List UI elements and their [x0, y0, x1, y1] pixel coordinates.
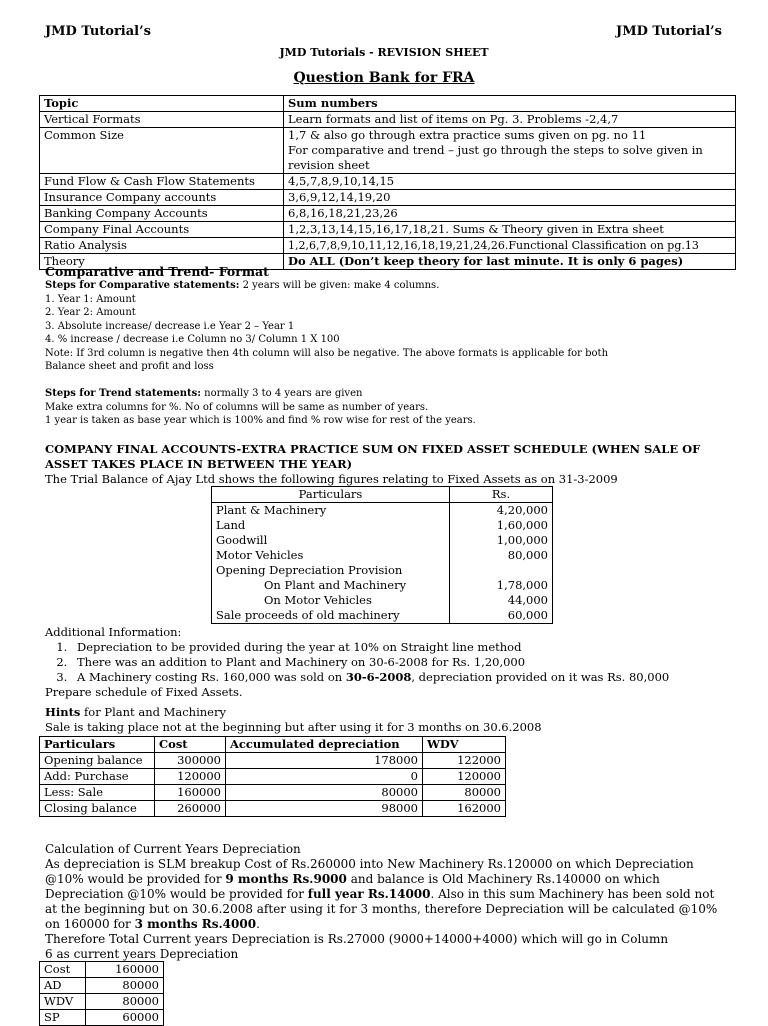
info-item [71, 640, 745, 655]
summary-label: Cost [40, 962, 86, 978]
extra-heading-line: ASSET TAKES PLACE IN BETWEEN THE YEAR) [45, 457, 353, 471]
calc-bold: 9 months Rs.9000 [225, 872, 347, 886]
calc-line [45, 872, 745, 887]
hints-header-cell: Cost [155, 737, 226, 753]
tb-rs-header: Rs. [450, 487, 553, 503]
topic-cell: Vertical Formats [40, 112, 284, 128]
hints-header-row [40, 737, 506, 753]
tb-item: Goodwill [216, 533, 268, 547]
step-item: 2. Year 2: Amount [45, 307, 136, 318]
sum-header: Sum numbers [284, 96, 736, 112]
comparative-steps [45, 279, 735, 428]
steps-label: Steps for Comparative statements: [45, 280, 240, 291]
hints-cell: 0 [226, 769, 423, 785]
table-row [40, 753, 506, 769]
tb-header-row [212, 487, 553, 503]
hints-line [45, 705, 226, 720]
table-row [40, 190, 736, 206]
tb-item: On Motor Vehicles [264, 593, 372, 607]
topic-cell: Theory [40, 254, 284, 270]
page-title: Question Bank for FRA [293, 70, 475, 86]
note-line: Note: If 3rd column is negative then 4th column will also be negative. The above formats is applicable for both [45, 347, 609, 359]
tb-body [212, 503, 553, 624]
additional-label: Additional Information: [45, 625, 182, 639]
table-row [40, 801, 506, 817]
trend-text: normally 3 to 4 years are given [200, 388, 363, 399]
calc-line [45, 887, 745, 902]
tb-value: 80,000 [507, 548, 548, 562]
hints-cell: 260000 [155, 801, 226, 817]
topic-cell: Ratio Analysis [40, 238, 284, 254]
calc-text: . [256, 917, 260, 931]
sum-line: 1,7 & also go through extra practice sums given on pg. no 11 [288, 128, 647, 142]
info-text: , depreciation provided on it was Rs. 80,000 [411, 670, 670, 684]
sum-cell: 6,8,16,18,21,23,26 [284, 206, 736, 222]
topic-cell: Company Final Accounts [40, 222, 284, 238]
hints-text: for Plant and Machinery [80, 705, 226, 719]
step-item: 3. Absolute increase/ decrease i.e Year 2 – Year 1 [45, 320, 295, 332]
info-list [45, 640, 745, 685]
sum-line: For comparative and trend – just go through the steps to solve given in revision sheet [288, 143, 703, 172]
table-row [40, 1010, 164, 1026]
topic-header: Topic [40, 96, 284, 112]
sum-cell: 1,2,6,7,8,9,10,11,12,16,18,19,21,24,26.Functional Classification on pg.13 [284, 238, 736, 254]
hints-header-cell: Accumulated depreciation [226, 737, 423, 753]
prepare-line: Prepare schedule of Fixed Assets. [45, 685, 243, 699]
trial-balance-table [211, 486, 553, 624]
extra-intro: The Trial Balance of Ajay Ltd shows the following figures relating to Fixed Assets as on 31-3-2009 [45, 472, 618, 486]
hints-cell: 300000 [155, 753, 226, 769]
summary-value: 160000 [86, 962, 164, 978]
note-line: Balance sheet and profit and loss [45, 361, 214, 372]
header-right: JMD Tutorial’s [616, 24, 722, 39]
calc-title: Calculation of Current Years Depreciation [45, 842, 301, 856]
table-row [40, 978, 164, 994]
trend-line [45, 387, 735, 401]
summary-label: AD [40, 978, 86, 994]
hints-cell: 162000 [423, 801, 506, 817]
topic-cell: Insurance Company accounts [40, 190, 284, 206]
table-row [40, 238, 736, 254]
sum-cell: Learn formats and list of items on Pg. 3. Problems -2,4,7 [284, 112, 736, 128]
info-item [71, 655, 745, 670]
topic-cell: Common Size [40, 128, 284, 174]
tb-value: 1,78,000 [496, 578, 548, 592]
info-text: There was an addition to Plant and Machinery on 30-6-2008 for Rs. 1,20,000 [77, 655, 526, 669]
summary-value: 60000 [86, 1010, 164, 1026]
trend-line: 1 year is taken as base year which is 100% and find % row wise for rest of the years. [45, 415, 476, 426]
table-row [40, 222, 736, 238]
extra-heading-line: COMPANY FINAL ACCOUNTS-EXTRA PRACTICE SUM ON FIXED ASSET SCHEDULE (WHEN SALE OF [45, 442, 701, 456]
table-row [40, 962, 164, 978]
tb-item: Opening Depreciation Provision [216, 563, 403, 577]
info-item [71, 670, 745, 685]
calc-text: and balance is Old Machinery Rs.140000 on which [346, 872, 660, 886]
topic-cell: Banking Company Accounts [40, 206, 284, 222]
hints-label: Hints [45, 705, 81, 719]
topics-table [39, 95, 736, 270]
table-row [40, 112, 736, 128]
hints-cell: 120000 [423, 769, 506, 785]
calc-line: Therefore Total Current years Depreciation is Rs.27000 (9000+14000+4000) which will go in Column [45, 932, 669, 946]
tb-value: 60,000 [507, 608, 548, 622]
tb-item: Motor Vehicles [216, 548, 304, 562]
hints-cell: Add: Purchase [40, 769, 155, 785]
summary-value: 80000 [86, 978, 164, 994]
topic-cell: Fund Flow & Cash Flow Statements [40, 174, 284, 190]
hints-cell: 178000 [226, 753, 423, 769]
calc-line: 6 as current years Depreciation [45, 947, 239, 961]
comparative-heading: Comparative and Trend- Format [45, 264, 269, 279]
hints-cell: Opening balance [40, 753, 155, 769]
hints-header-cell: WDV [423, 737, 506, 753]
tb-particulars-col [212, 503, 450, 624]
calc-bold: 3 months Rs.4000 [134, 917, 257, 931]
sum-cell: 1,2,3,13,14,15,16,17,18,21. Sums & Theory given in Extra sheet [284, 222, 736, 238]
subtitle: JMD Tutorials - REVISION SHEET [279, 46, 489, 59]
table-row [40, 785, 506, 801]
additional-info [45, 625, 745, 700]
calc-text: . Also in this sum Machinery has been sold not [430, 887, 715, 901]
summary-label: SP [40, 1010, 86, 1026]
hints-cell: 80000 [226, 785, 423, 801]
trend-line: Make extra columns for %. No of columns will be same as number of years. [45, 401, 429, 413]
extra-heading [45, 442, 735, 472]
summary-table [39, 961, 164, 1026]
calc-text: Depreciation @10% would be provided for [45, 887, 308, 901]
trend-label: Steps for Trend statements: [45, 388, 201, 399]
info-date: 30-6-2008 [345, 670, 412, 684]
hints-cell: 120000 [155, 769, 226, 785]
sum-cell: 4,5,7,8,9,10,14,15 [284, 174, 736, 190]
hints-header-cell: Particulars [40, 737, 155, 753]
tb-item: Land [216, 518, 246, 532]
calc-line: at the beginning but on 30.6.2008 after using it for 3 months, therefore Depreciation will be calculated @10% [45, 902, 718, 916]
table-row [40, 128, 736, 174]
tb-value: 1,00,000 [496, 533, 548, 547]
hints-table [39, 736, 506, 817]
tb-value: 4,20,000 [496, 503, 548, 517]
header-left: JMD Tutorial’s [45, 24, 151, 39]
tb-particulars-header: Particulars [212, 487, 450, 503]
hints-cell: 98000 [226, 801, 423, 817]
hints-line2: Sale is taking place not at the beginning but after using it for 3 months on 30.6.2008 [45, 720, 542, 734]
calc-bold: full year Rs.14000 [307, 887, 431, 901]
tb-item: Plant & Machinery [216, 503, 327, 517]
hints-cell: 122000 [423, 753, 506, 769]
summary-label: WDV [40, 994, 86, 1010]
calc-line: As depreciation is SLM breakup Cost of Rs.260000 into New Machinery Rs.120000 on which Depreciation [45, 857, 694, 871]
hints-cell: Less: Sale [40, 785, 155, 801]
table-row [40, 994, 164, 1010]
hints-cell: 160000 [155, 785, 226, 801]
calc-line [45, 917, 745, 932]
calc-text: on 160000 for [45, 917, 135, 931]
sum-cell [284, 128, 736, 174]
table-row [40, 174, 736, 190]
topics-header-row [40, 96, 736, 112]
tb-value: 44,000 [507, 593, 548, 607]
info-text: A Machinery costing Rs. 160,000 was sold on [77, 670, 346, 684]
step-item: 1. Year 1: Amount [45, 293, 136, 305]
steps-text: 2 years will be given: make 4 columns. [239, 280, 440, 291]
calculation-block [45, 842, 745, 962]
table-row [40, 769, 506, 785]
table-row [40, 206, 736, 222]
sum-cell: 3,6,9,12,14,19,20 [284, 190, 736, 206]
steps-line [45, 279, 735, 293]
hints-cell: 80000 [423, 785, 506, 801]
tb-item: Sale proceeds of old machinery [216, 608, 400, 622]
tb-value [454, 563, 548, 578]
tb-values-col [450, 503, 553, 624]
tb-item: On Plant and Machinery [264, 578, 407, 592]
summary-value: 80000 [86, 994, 164, 1010]
info-text: Depreciation to be provided during the year at 10% on Straight line method [77, 640, 522, 654]
step-item: 4. % increase / decrease i.e Column no 3/ Column 1 X 100 [45, 334, 340, 345]
hints-cell: Closing balance [40, 801, 155, 817]
calc-text: @10% would be provided for [45, 872, 226, 886]
tb-value: 1,60,000 [496, 518, 548, 532]
sum-cell: Do ALL (Don’t keep theory for last minute. It is only 6 pages) [284, 254, 736, 270]
